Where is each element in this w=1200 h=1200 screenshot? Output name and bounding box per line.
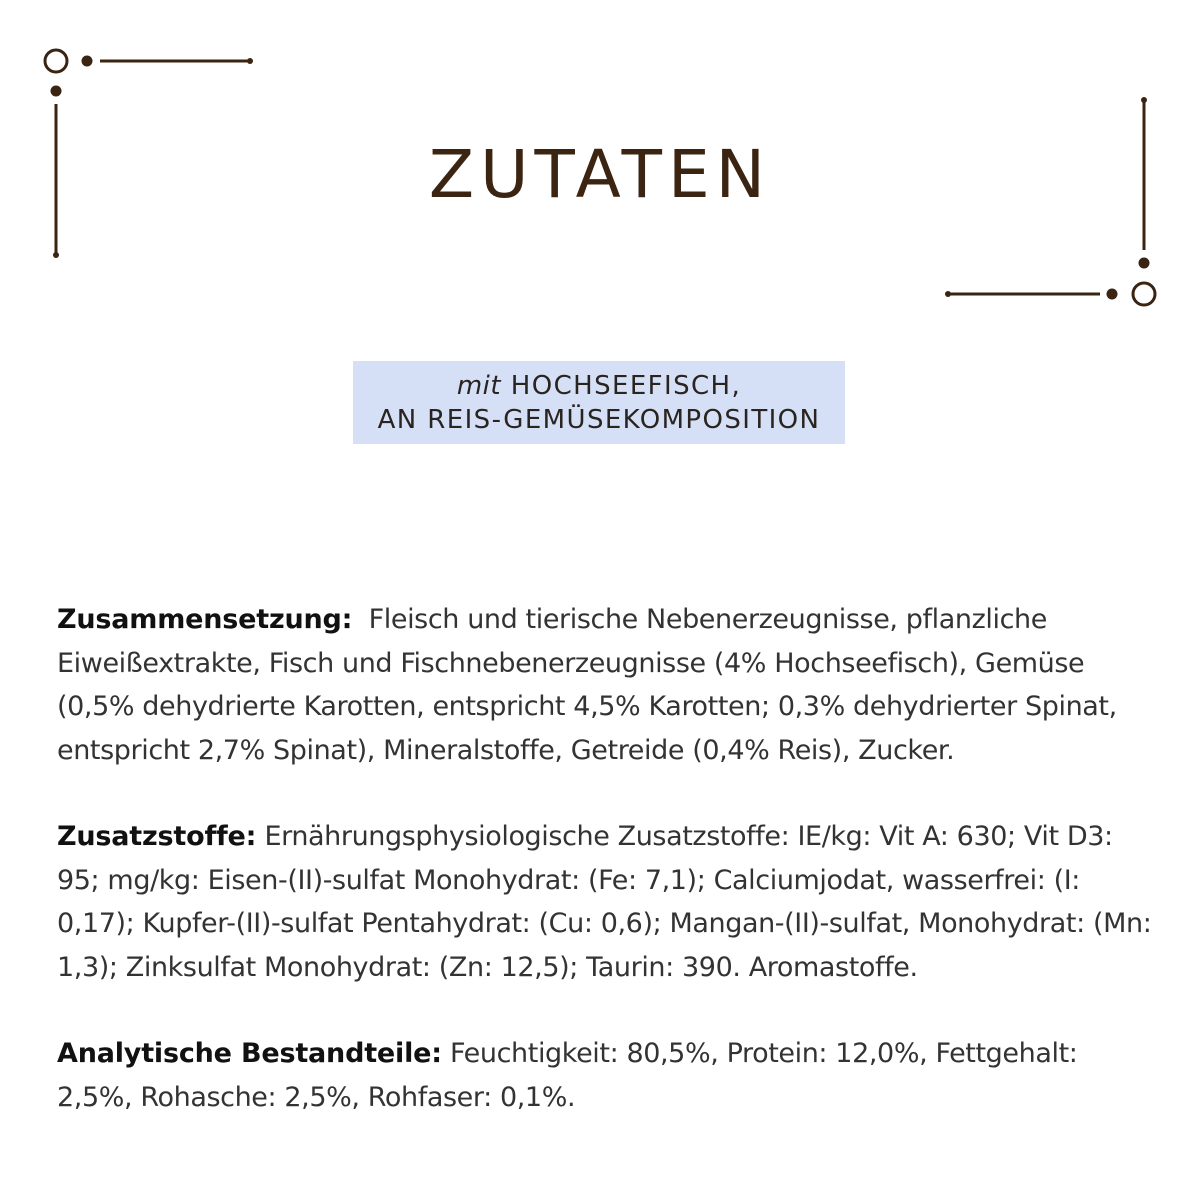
section-label: Zusammensetzung:	[57, 604, 353, 635]
ornament-dot	[1141, 97, 1147, 103]
section-label: Zusatzstoffe:	[57, 821, 257, 852]
ornament-dot	[51, 86, 62, 97]
subtitle-banner	[353, 361, 845, 444]
ornament-ring	[45, 50, 67, 72]
subtitle-line-2: AN REIS-GEMÜSEKOMPOSITION	[377, 405, 821, 435]
subtitle-line1-text: HOCHSEEFISCH,	[510, 371, 742, 401]
section-label: Analytische Bestandteile:	[57, 1038, 442, 1069]
page-title: ZUTATEN	[428, 136, 772, 213]
ornament-dot	[945, 291, 951, 297]
section-text: Feuchtigkeit: 80,5%, Protein: 12,0%, Fettgehalt: 2,5%, Rohasche: 2,5%, Rohfaser: 0,1%.	[57, 1038, 1078, 1113]
ornament-ring	[1133, 283, 1155, 305]
ornament-dot	[82, 56, 93, 67]
ornament-dot	[53, 252, 59, 258]
section-composition	[57, 598, 1157, 772]
ornament-dot	[247, 58, 253, 64]
section-additives	[57, 815, 1157, 989]
section-text: Fleisch und tierische Nebenerzeugnisse, pflanzliche Eiweißextrakte, Fisch und Fischnebenerzeugnisse (4% Hochseefisch), Gemüse (0,5% dehydrierte Karotten, entspricht 4,5% Karotten; 0,3% dehydrierter Spinat, entspricht 2,7% Spinat), Mineralstoffe, Getreide (0,4% Reis), Zucker.	[57, 604, 1117, 766]
ornament-dot	[1139, 258, 1150, 269]
section-text: Ernährungsphysiologische Zusatzstoffe: IE/kg: Vit A: 630; Vit D3: 95; mg/kg: Eisen-(II)-sulfat Monohydrat: (Fe: 7,1); Calciumjodat, wasserfrei: (I: 0,17); Kupfer-(II)-sulfat Pentahydrat: (Cu: 0,6); Mangan-(II)-sulfat, Monohydrat: (Mn: 1,3); Zinksulfat Monohydrat: (Zn: 12,5); Taurin: 390. Aromastoffe.	[57, 821, 1152, 983]
subtitle-prefix: mit	[456, 371, 502, 401]
ingredients-content	[57, 598, 1157, 1162]
subtitle-line-1	[353, 369, 845, 403]
ornament-dot	[1107, 289, 1118, 300]
section-analytics	[57, 1032, 1157, 1119]
